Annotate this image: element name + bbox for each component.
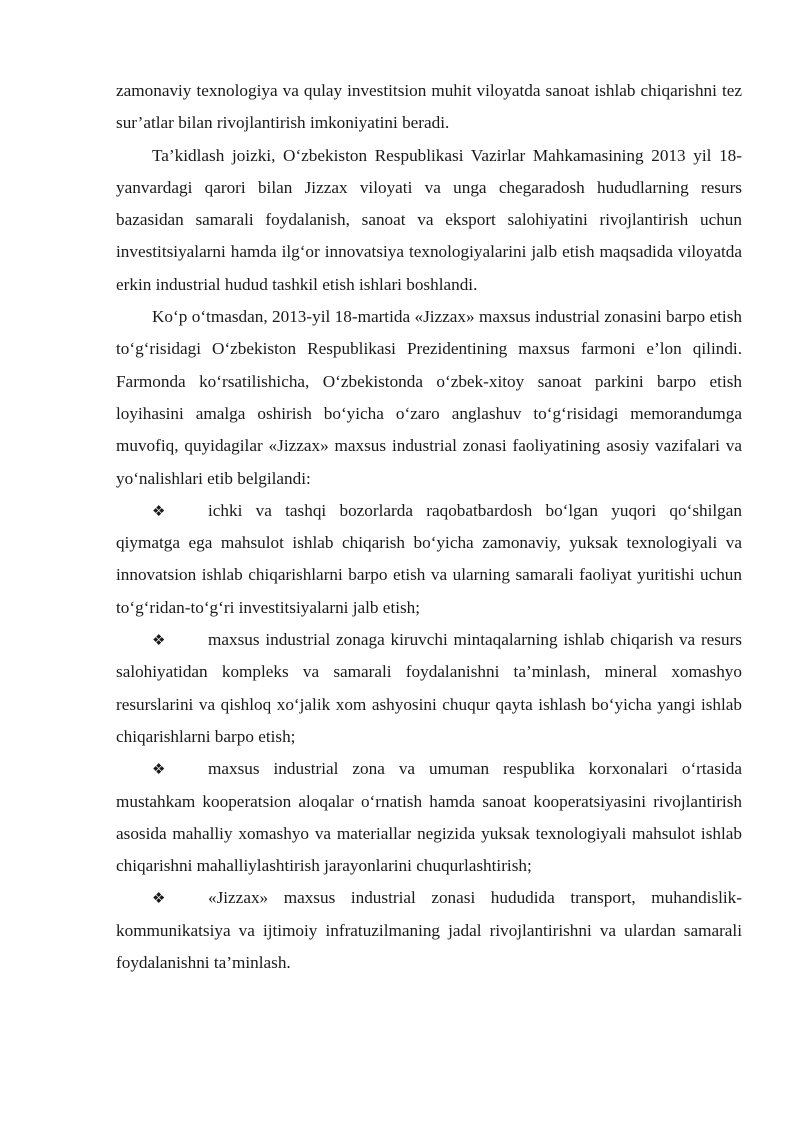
document-body xyxy=(116,75,742,979)
paragraph-continuation: zamonaviy texnologiya va qulay investitsion muhit viloyatda sanoat ishlab chiqarishni tez sur’atlar bilan rivojlantirish imkoniyatini beradi. xyxy=(116,81,742,133)
bullet-text: ichki va tashqi bozorlarda raqobatbardosh bo‘lgan yuqori qo‘shilgan qiymatga ega mahsulot ishlab chiqarish bo‘yicha zamonaviy, yuksak texnologiyali va innovatsion ishlab chiqarishlarni barpo etish va ularning samarali faoliyat yuritishi uchun to‘g‘ridan-to‘g‘ri investitsiyalarni jalb etish; xyxy=(116,500,742,617)
bullet-item xyxy=(116,882,742,979)
diamond-bullet-icon: ❖ xyxy=(152,760,166,779)
bullet-item xyxy=(116,495,742,624)
bullet-text: maxsus industrial zonaga kiruvchi mintaqalarning ishlab chiqarish va resurs salohiyatidan kompleks va samarali foydalanishni ta’minlash, mineral xomashyo resurslarini va qishloq xo‘jalik xom ashyosini chuqur qayta ishlash bo‘yicha yangi ishlab chiqarishlarni barpo etish; xyxy=(116,630,742,746)
bullet-item xyxy=(116,753,742,882)
diamond-bullet-icon: ❖ xyxy=(152,889,166,908)
bullet-text: «Jizzax» maxsus industrial zonasi hududida transport, muhandislik-kommunikatsiya va ijtimoiy infratuzilmaning jadal rivojlantirishni va ulardan samarali foydalanishni ta’minlash. xyxy=(116,888,742,973)
diamond-bullet-icon: ❖ xyxy=(152,501,166,520)
diamond-bullet-icon: ❖ xyxy=(152,631,166,650)
paragraph-decree: Ko‘p o‘tmasdan, 2013-yil 18-martida «Jizzax» maxsus industrial zonasini barpo etish to‘g‘risidagi O‘zbekiston Respublikasi Prezidentining maxsus farmoni e’lon qilindi. Farmonda ko‘rsatilishicha, O‘zbekistonda o‘zbek-xitoy sanoat parkini barpo etish loyihasini amalga oshirish bo‘yicha o‘zaro anglashuv to‘g‘risidagi memorandumga muvofiq, quyidagilar «Jizzax» maxsus industrial zonasi faoliyatining asosiy vazifalari va yo‘nalishlari etib belgilandi: xyxy=(116,307,742,488)
bullet-text: maxsus industrial zona va umuman respublika korxonalari o‘rtasida mustahkam kooperatsion aloqalar o‘rnatish hamda sanoat kooperatsiyasini rivojlantirish asosida mahalliy xomashyo va materiallar negizida yuksak texnologiyali mahsulot ishlab chiqarishni mahalliylashtirish jarayonlarini chuqurlashtirish; xyxy=(116,759,742,876)
paragraph-resolution: Ta’kidlash joizki, O‘zbekiston Respublikasi Vazirlar Mahkamasining 2013 yil 18-yanvardagi qarori bilan Jizzax viloyati va unga chegaradosh hududlarning resurs bazasidan samarali foydalanish, sanoat va eksport salohiyatini rivojlantirish uchun investitsiyalarni hamda ilg‘or innovatsiya texnologiyalarini jalb etish maqsadida viloyatda erkin industrial hudud tashkil etish ishlari boshlandi. xyxy=(116,145,742,294)
bullet-item xyxy=(116,624,742,753)
